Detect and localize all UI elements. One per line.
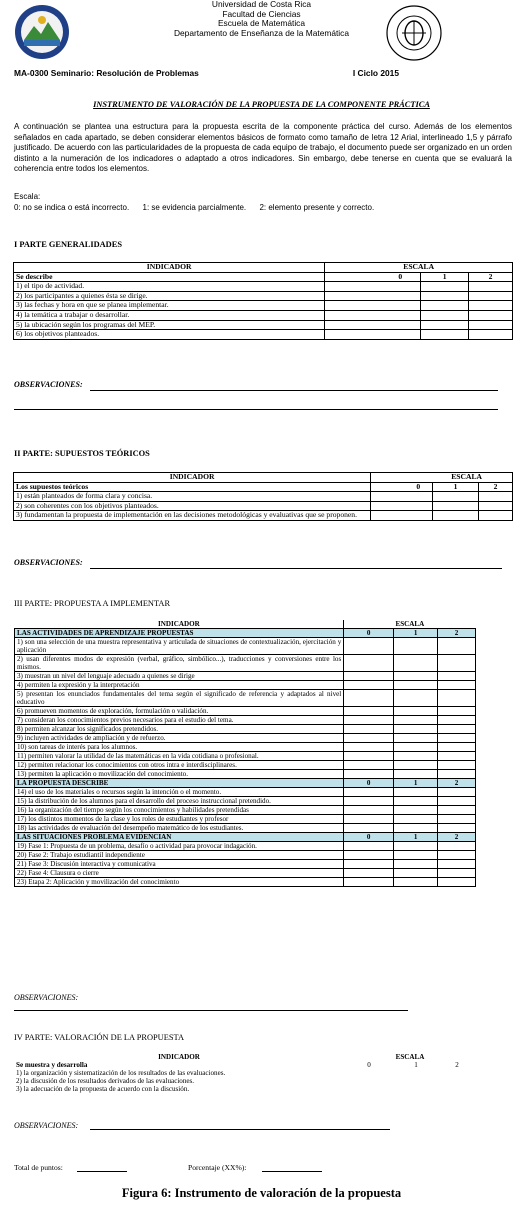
indicator-row: 3) muestran un nivel del lenguaje adecuado a quienes se dirige	[15, 672, 344, 681]
institution-line: Facultad de Ciencias	[222, 8, 301, 19]
score-cell[interactable]	[394, 815, 438, 824]
indicator-row: 2) usan diferentes modos de expresión (verbal, gráfico, simbólico...), traducciones y conversiones entre los mismos.	[15, 655, 344, 672]
col-scale: ESCALA	[395, 1053, 425, 1061]
score-cell[interactable]	[438, 878, 476, 887]
col-indicator: INDICADOR	[15, 620, 344, 629]
col-indicator: INDICADOR	[14, 263, 325, 273]
total-points-field[interactable]	[77, 1171, 127, 1172]
score-cell[interactable]	[394, 672, 438, 681]
score-cell[interactable]	[344, 797, 394, 806]
scale-0: 0	[325, 272, 421, 282]
indicator-row: 16) la organización del tiempo según los conocimientos y habilidades pretendidas	[15, 806, 344, 815]
scale-2: 2	[438, 779, 476, 788]
score-cell[interactable]	[438, 770, 476, 779]
scale-2: 2	[438, 833, 476, 842]
scale-1: 1	[394, 833, 438, 842]
score-cell[interactable]	[344, 672, 394, 681]
part4-observations-label: OBSERVACIONES:	[14, 1121, 79, 1130]
subheading: Se muestra y desarrolla	[16, 1061, 88, 1069]
score-cell[interactable]	[421, 310, 469, 320]
score-cell[interactable]	[394, 869, 438, 878]
score-cell[interactable]	[344, 788, 394, 797]
total-points-label: Total de puntos:	[14, 1163, 63, 1172]
score-cell[interactable]	[344, 761, 394, 770]
percentage-field[interactable]	[262, 1171, 322, 1172]
col-indicator: INDICADOR	[14, 473, 371, 483]
score-cell[interactable]	[421, 330, 469, 340]
scale-legend	[14, 192, 512, 213]
score-cell[interactable]	[433, 501, 479, 511]
score-cell[interactable]	[438, 851, 476, 860]
indicator-row: 8) permiten alcanzar los significados pretendidos.	[15, 725, 344, 734]
score-cell[interactable]	[344, 806, 394, 815]
course-line	[14, 68, 514, 78]
score-cell[interactable]	[344, 734, 394, 743]
score-cell[interactable]	[325, 330, 421, 340]
indicator-row: 6) los objetivos planteados.	[14, 330, 325, 340]
score-cell[interactable]	[421, 291, 469, 301]
part3-table	[14, 620, 476, 887]
part4-heading: IV PARTE: VALORACIÓN DE LA PROPUESTA	[14, 1033, 184, 1042]
score-cell[interactable]	[421, 320, 469, 330]
score-cell[interactable]	[469, 320, 513, 330]
part4-table	[14, 1053, 476, 1093]
observations-line[interactable]	[90, 1129, 390, 1130]
part1-observations-label: OBSERVACIONES:	[14, 380, 83, 389]
score-cell[interactable]	[394, 851, 438, 860]
score-cell[interactable]	[344, 707, 394, 716]
part1-table	[13, 262, 513, 340]
score-cell[interactable]	[344, 869, 394, 878]
score-cell[interactable]	[344, 690, 394, 707]
scale-0: 0	[371, 482, 433, 492]
scale-2: 2	[479, 482, 513, 492]
institution-line: Escuela de Matemática	[217, 18, 306, 29]
score-cell[interactable]	[394, 752, 438, 761]
score-cell[interactable]	[325, 320, 421, 330]
score-cell[interactable]	[394, 860, 438, 869]
col-scale: ESCALA	[371, 473, 513, 483]
score-cell[interactable]	[438, 788, 476, 797]
indicator-row: 14) el uso de los materiales o recursos según la intención o el momento.	[15, 788, 344, 797]
score-cell[interactable]	[438, 725, 476, 734]
scale-0: 0	[344, 833, 394, 842]
indicator-row: 4) permiten la expresión y la interpretación	[15, 681, 344, 690]
score-cell[interactable]	[469, 282, 513, 292]
score-cell[interactable]	[394, 681, 438, 690]
group-heading: LAS ACTIVIDADES DE APRENDIZAJE PROPUESTAS	[15, 629, 344, 638]
observations-line[interactable]	[14, 409, 498, 410]
score-cell[interactable]	[344, 815, 394, 824]
score-cell[interactable]	[438, 743, 476, 752]
scale-1: 1	[414, 1061, 418, 1069]
indicator-row: 12) permiten relacionar los conocimientos con otros intra e interdisciplinares.	[15, 761, 344, 770]
score-cell[interactable]	[344, 743, 394, 752]
institution-line: Departamento de Enseñanza de la Matemática	[173, 27, 350, 38]
indicator-row: 1) son una selección de una muestra representativa y articulada de situaciones de contextualización, ejercitación y aplicación	[15, 638, 344, 655]
score-cell[interactable]	[421, 282, 469, 292]
score-cell[interactable]	[394, 734, 438, 743]
score-cell[interactable]	[438, 716, 476, 725]
score-cell[interactable]	[438, 869, 476, 878]
indicator-row: 5) presentan los enunciados fundamentales del tema según el significado de referencia y adaptados al nivel educativo	[15, 690, 344, 707]
score-cell[interactable]	[433, 492, 479, 502]
group-heading: LA PROPUESTA DESCRIBE	[15, 779, 344, 788]
score-cell[interactable]	[394, 761, 438, 770]
indicator-row: 18) las actividades de evaluación del desempeño matemático de los estudiantes.	[15, 824, 344, 833]
col-indicator: INDICADOR	[158, 1053, 200, 1061]
indicator-row: 2) la discusión de los resultados derivados de las evaluaciones.	[16, 1077, 195, 1085]
score-cell[interactable]	[325, 310, 421, 320]
score-cell[interactable]	[394, 788, 438, 797]
score-cell[interactable]	[438, 806, 476, 815]
indicator-row: 2) son coherentes con los objetivos planteados.	[14, 501, 371, 511]
score-cell[interactable]	[371, 501, 433, 511]
score-cell[interactable]	[344, 842, 394, 851]
score-cell[interactable]	[344, 638, 394, 655]
group-heading: LAS SITUACIONES PROBLEMA EVIDENCIAN	[15, 833, 344, 842]
score-cell[interactable]	[371, 492, 433, 502]
score-cell[interactable]	[438, 655, 476, 672]
observations-line[interactable]	[14, 1010, 408, 1011]
score-cell[interactable]	[438, 860, 476, 869]
score-cell[interactable]	[438, 797, 476, 806]
figure-caption: Figura 6: Instrumento de valoración de la propuesta	[121, 1186, 402, 1200]
score-cell[interactable]	[479, 492, 513, 502]
score-cell[interactable]	[344, 878, 394, 887]
scale-0: 0	[344, 779, 394, 788]
score-cell[interactable]	[394, 770, 438, 779]
score-cell[interactable]	[325, 282, 421, 292]
indicator-row: 7) consideran los conocimientos previos necesarios para el estudio del tema.	[15, 716, 344, 725]
indicator-row: 21) Fase 3: Discusión interactiva y comunicativa	[15, 860, 344, 869]
score-cell[interactable]	[394, 743, 438, 752]
score-cell[interactable]	[344, 681, 394, 690]
score-cell[interactable]	[469, 301, 513, 311]
score-cell[interactable]	[438, 681, 476, 690]
indicator-row: 22) Fase 4: Clausura o cierre	[15, 869, 344, 878]
score-cell[interactable]	[479, 511, 513, 521]
score-cell[interactable]	[344, 716, 394, 725]
scale-0: 0	[367, 1061, 371, 1069]
indicator-row: 6) promueven momentos de exploración, formulación o validación.	[15, 707, 344, 716]
intro-paragraph: A continuación se plantea una estructura para la propuesta escrita de la componente práctica del curso. Además de los elementos señalados en cada apartado, se deben considerar elementos básicos de formato como tamaño de letra 12 Arial, interlineado 1,5 y párrafo justificado. De acuerdo con las particularidades de la propuesta de cada equipo de trabajo, el documento puede ser organizado en un orden distinto a la numeración de los indicadores o adaptado a otros indicadores. Sin embargo, debe tenerse en cuenta que se evaluará la coherencia entre todos los elementos.	[14, 122, 512, 174]
scale-2: 2	[469, 272, 513, 282]
score-cell[interactable]	[344, 770, 394, 779]
score-cell[interactable]	[438, 690, 476, 707]
score-cell[interactable]	[394, 655, 438, 672]
indicator-row: 4) la temática a trabajar o desarrollar.	[14, 310, 325, 320]
score-cell[interactable]	[344, 860, 394, 869]
scale-1: 1	[394, 629, 438, 638]
observations-line[interactable]	[90, 390, 498, 391]
percentage-label: Porcentaje (XX%):	[188, 1163, 247, 1172]
part3-heading: III PARTE: PROPUESTA A IMPLEMENTAR	[14, 599, 171, 608]
course-name: MA-0300 Seminario: Resolución de Problemas	[14, 68, 199, 78]
indicator-row: 1) están planteados de forma clara y concisa.	[14, 492, 371, 502]
scale-2: 2	[438, 629, 476, 638]
score-cell[interactable]	[438, 824, 476, 833]
score-cell[interactable]	[394, 842, 438, 851]
score-cell[interactable]	[394, 638, 438, 655]
indicator-row: 15) la distribución de los alumnos para el desarrollo del proceso instruccional pretendido.	[15, 797, 344, 806]
score-cell[interactable]	[344, 752, 394, 761]
indicator-row: 13) permiten la aplicación o movilización del conocimiento.	[15, 770, 344, 779]
score-cell[interactable]	[438, 752, 476, 761]
indicator-row: 20) Fase 2: Trabajo estudiantil independiente	[15, 851, 344, 860]
part3-observations-label: OBSERVACIONES:	[14, 993, 79, 1002]
score-cell[interactable]	[344, 725, 394, 734]
indicator-row: 3) las fechas y hora en que se planea implementar.	[14, 301, 325, 311]
score-cell[interactable]	[438, 734, 476, 743]
institution-line: Universidad de Costa Rica	[211, 0, 312, 9]
score-cell[interactable]	[394, 707, 438, 716]
indicator-row: 1) el tipo de actividad.	[14, 282, 325, 292]
part2-heading: II PARTE: SUPUESTOS TEÓRICOS	[14, 449, 150, 458]
course-term: I Ciclo 2015	[352, 68, 399, 78]
score-cell[interactable]	[325, 291, 421, 301]
scale-items: 0: no se indica o está incorrecto. 1: se evidencia parcialmente. 2: elemento presente y correcto.	[14, 202, 375, 212]
scale-1: 1	[394, 779, 438, 788]
scale-2: 2	[455, 1061, 459, 1069]
indicator-row: 3) la adecuación de la propuesta de acuerdo con la discusión.	[16, 1085, 190, 1093]
score-cell[interactable]	[438, 638, 476, 655]
score-cell[interactable]	[438, 707, 476, 716]
score-cell[interactable]	[394, 806, 438, 815]
scale-1: 1	[421, 272, 469, 282]
col-scale: ESCALA	[325, 263, 513, 273]
score-cell[interactable]	[394, 878, 438, 887]
scale-0: 0	[344, 629, 394, 638]
col-scale: ESCALA	[344, 620, 476, 629]
score-cell[interactable]	[438, 842, 476, 851]
score-cell[interactable]	[394, 725, 438, 734]
score-cell[interactable]	[433, 511, 479, 521]
score-cell[interactable]	[438, 672, 476, 681]
score-cell[interactable]	[421, 301, 469, 311]
score-cell[interactable]	[479, 501, 513, 511]
score-cell[interactable]	[394, 690, 438, 707]
score-cell[interactable]	[394, 824, 438, 833]
indicator-row: 2) los participantes a quienes ésta se dirige.	[14, 291, 325, 301]
part2-table	[13, 472, 513, 521]
indicator-row: 11) permiten valorar la utilidad de las matemáticas en la vida cotidiana o profesional.	[15, 752, 344, 761]
score-cell[interactable]	[438, 761, 476, 770]
indicator-row: 5) la ubicación según los programas del MEP.	[14, 320, 325, 330]
indicator-row: 1) la organización y sistematización de los resultados de las evaluaciones.	[16, 1069, 226, 1077]
score-cell[interactable]	[344, 655, 394, 672]
institution-header	[0, 0, 523, 38]
score-cell[interactable]	[394, 716, 438, 725]
indicator-row: 17) los distintos momentos de la clase y los roles de estudiantes y profesor	[15, 815, 344, 824]
part1-heading: I PARTE GENERALIDADES	[14, 240, 122, 249]
indicator-row: 23) Etapa 2: Aplicación y movilización del conocimiento	[15, 878, 344, 887]
score-cell[interactable]	[325, 301, 421, 311]
indicator-row: 3) fundamentan la propuesta de implementación en las decisiones metodológicas y evaluativas que se proponen.	[14, 511, 371, 521]
indicator-row: 9) incluyen actividades de ampliación y de refuerzo.	[15, 734, 344, 743]
indicator-row: 19) Fase 1: Propuesta de un problema, desafío o actividad para provocar indagación.	[15, 842, 344, 851]
observations-line[interactable]	[90, 568, 502, 569]
scale-1: 1	[433, 482, 479, 492]
score-cell[interactable]	[394, 797, 438, 806]
document-title: INSTRUMENTO DE VALORACIÓN DE LA PROPUESTA DE LA COMPONENTE PRÁCTICA	[93, 100, 430, 109]
subheading: Se describe	[14, 272, 325, 282]
part2-observations-label: OBSERVACIONES:	[14, 558, 83, 567]
score-cell[interactable]	[344, 851, 394, 860]
scale-label: Escala:	[14, 192, 41, 201]
score-cell[interactable]	[469, 310, 513, 320]
score-cell[interactable]	[371, 511, 433, 521]
subheading: Los supuestos teóricos	[14, 482, 371, 492]
score-cell[interactable]	[438, 815, 476, 824]
score-cell[interactable]	[344, 824, 394, 833]
indicator-row: 10) son tareas de interés para los alumnos.	[15, 743, 344, 752]
score-cell[interactable]	[469, 291, 513, 301]
score-cell[interactable]	[469, 330, 513, 340]
